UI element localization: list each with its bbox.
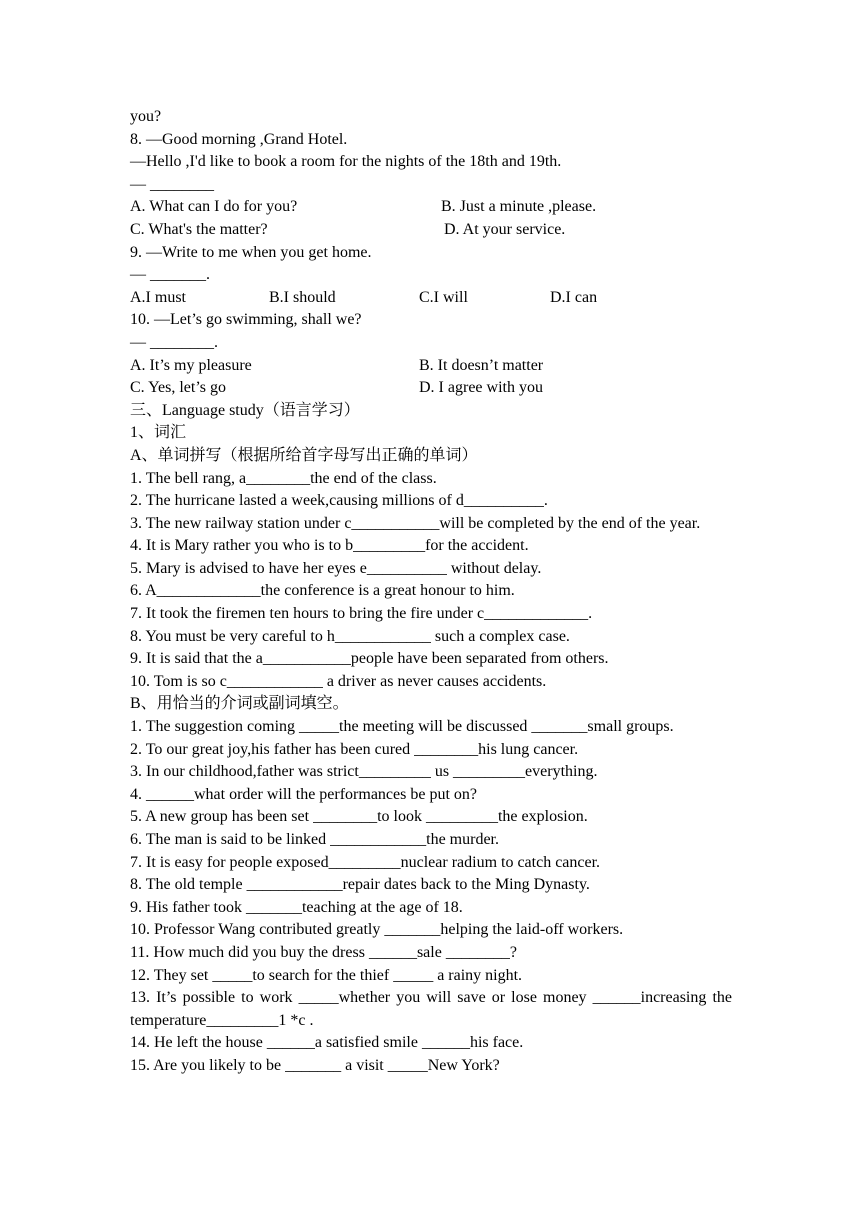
section-3-title: 三、Language study（语言学习） [130,401,360,419]
option-a: A. It’s my pleasure [130,356,252,374]
part-b-item: 15. Are you likely to be _______ a visit _____New York? [130,1056,500,1074]
option-b: B.I should [269,288,336,306]
part-a-item: 5. Mary is advised to have her eyes e__________ without delay. [130,559,542,577]
option-d: D.I can [550,288,598,306]
question-7-tail: you? [130,108,162,125]
part-b-item: 1. The suggestion coming _____the meeting will be discussed _______small groups. [130,718,674,736]
part-b-item: 10. Professor Wang contributed greatly _______helping the laid-off workers. [130,921,624,939]
part-b-item: 3. In our childhood,father was strict_________ us _________everything. [130,763,598,781]
part-b-item: 2. To our great joy,his father has been cured ________his lung cancer. [130,740,579,758]
question-8-options-row1 [130,196,732,219]
option-b: B. It doesn’t matter [419,356,544,374]
question-9-blank: — _______. [130,266,210,284]
question-10-options-row2 [130,377,732,400]
question-10-stem: 10. —Let’s go swimming, shall we? [130,311,362,329]
option-c: C.I will [419,288,468,306]
part-b-item: 11. How much did you buy the dress ______sale ________? [130,943,517,961]
question-9-options [130,287,732,310]
part-b-item: 9. His father took _______teaching at the age of 18. [130,898,463,916]
question-8-line: —Hello ,I'd like to book a room for the nights of the 18th and 19th. [130,153,562,171]
question-8-options-row2 [130,219,732,242]
document-page [130,106,732,1078]
part-a-item: 6. A_____________the conference is a great honour to him. [130,582,515,600]
option-c: C. What's the matter? [130,220,268,238]
option-b: B. Just a minute ,please. [441,198,597,216]
part-b-item: 14. He left the house ______a satisfied smile ______his face. [130,1034,524,1052]
option-c: C. Yes, let’s go [130,379,227,397]
option-d: D. At your service. [444,220,566,238]
question-9-stem: 9. —Write to me when you get home. [130,243,372,261]
question-10-options-row1 [130,355,732,378]
part-b-item: 13. It’s possible to work _____whether you will save or lose money ______increasing the temperature_________1 *c . [130,989,732,1029]
part-a-item: 9. It is said that the a___________people have been separated from others. [130,650,609,668]
question-8-stem: 8. —Good morning ,Grand Hotel. [130,130,348,148]
vocab-title: 1、词汇 [130,424,187,442]
part-a-item: 8. You must be very careful to h____________ such a complex case. [130,627,570,645]
part-a-item: 10. Tom is so c____________ a driver as never causes accidents. [130,672,547,690]
question-10-blank: — ________. [130,333,218,351]
part-a-item: 1. The bell rang, a________the end of the class. [130,469,437,487]
option-a: A.I must [130,288,186,306]
part-b-item: 7. It is easy for people exposed_________nuclear radium to catch cancer. [130,853,601,871]
part-a-item: 4. It is Mary rather you who is to b_________for the accident. [130,537,529,555]
part-b-item: 6. The man is said to be linked ____________the murder. [130,831,499,848]
part-b-item: 5. A new group has been set ________to look _________the explosion. [130,808,588,826]
part-a-item: 2. The hurricane lasted a week,causing millions of d__________. [130,492,548,510]
part-a-title: A、单词拼写（根据所给首字母写出正确的单词） [130,446,478,464]
part-b-item: 8. The old temple ____________repair dates back to the Ming Dynasty. [130,876,590,894]
part-a-item: 7. It took the firemen ten hours to bring the fire under c_____________. [130,605,593,623]
part-a-item: 3. The new railway station under c___________will be completed by the end of the year. [130,514,701,532]
part-b-title: B、用恰当的介词或副词填空。 [130,695,349,713]
part-b-item: 4. ______what order will the performances be put on? [130,785,478,803]
part-b-item: 12. They set _____to search for the thief _____ a rainy night. [130,966,523,984]
option-a: A. What can I do for you? [130,198,298,216]
option-d: D. I agree with you [419,379,543,397]
question-8-blank: — ________ [130,175,214,193]
